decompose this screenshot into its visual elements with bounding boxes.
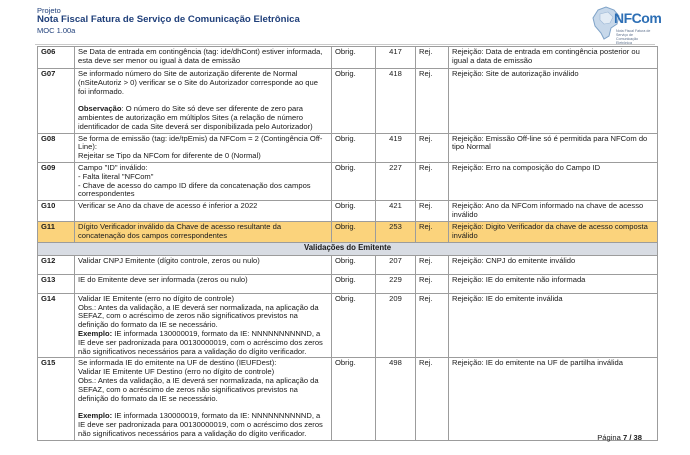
page-label: Página [597,433,621,442]
observation-text: : O número do Site só deve ser diferente de zero para ambientes de autorização em múltiplos Sites (a relação de número identificador de cada Site deverá ser disponibilizada pelo Autorizador) [78,104,313,131]
logo-text: NFCom [614,10,662,26]
table-row [38,358,658,441]
rule-action: Rej. [416,201,449,222]
rule-message: Rejeição: Site de autorização inválido [449,69,658,134]
rule-number: 229 [376,274,416,293]
rule-action: Rej. [416,293,449,358]
rule-description: Dígito Verificador inválido da Chave de acesso resultante da concatenação dos campos correspondentes [75,221,332,242]
rules-table [37,46,658,441]
manual-version: MOC 1.00a [37,26,76,35]
page-number [597,433,642,442]
rule-action: Rej. [416,133,449,162]
page-total: 38 [633,433,642,442]
rule-description: Se informada IE do emitente na UF de destino (IEUFDest): Validar IE Emitente UF Destino (erro no dígito de controle) Obs.: Antes da validação, a IE deverá ser normalizada, na aplicação da SEFAZ, com o acréscimo de zeros não significativos previstos na definição do formato da IE se necessário. Exemplo: IE informada 130000019, formato da IE: NNNNNNNNNND, a IE deve ser padronizada para 00130000019, com o acréscimo dos zeros não significativos necessários para a validação do dígito verificador. [75,358,332,441]
rule-type: Obrig. [332,274,376,293]
rule-description: Se informado número do Site de autorização diferente de Normal (nSiteAutoriz > 0) verificar se o Site do Autorizador corresponde ao que foi informado. Observação: O número do Site só deve ser diferente de zero para ambientes de autorização em múltiplos Sites (a relação de número identificador de cada Site deverá ser disponibilizada pelo Autorizador) [75,69,332,134]
rule-code: G15 [38,358,75,441]
table-row-highlighted [38,221,658,242]
example-text: IE informada 130000019, formato da IE: NNNNNNNNNND, a IE deve ser padronizada para 00130000019, com o acréscimo dos zeros não significativos necessários para a validação do dígito verificador. [78,328,323,356]
rule-code: G13 [38,274,75,293]
example-label: Exemplo: [78,411,113,421]
rule-number: 207 [376,255,416,274]
rule-action: Rej. [416,221,449,242]
rule-number: 418 [376,69,416,134]
rule-description: Se forma de emissão (tag: ide/tpEmis) da NFCom = 2 (Contingência Off-Line): Rejeitar se Tipo da NFCom for diferente de 0 (Normal) [75,133,332,162]
page-separator: / [627,433,634,442]
rule-message: Rejeição: IE do emitente não informada [449,274,658,293]
rule-number: 253 [376,221,416,242]
example-text: IE informada 130000019, formato da IE: NNNNNNNNNND, a IE deve ser padronizada para 00130000019, com o acréscimo dos zeros não significativos necessários para a validação do dígito verificador. [78,411,323,438]
rule-type: Obrig. [332,201,376,222]
table-row [38,133,658,162]
rule-message: Rejeição: CNPJ do emitente inválido [449,255,658,274]
header-divider [35,44,655,45]
rule-code: G12 [38,255,75,274]
rule-action: Rej. [416,358,449,441]
rule-action: Rej. [416,69,449,134]
rule-message: Rejeição: Digito Verificador da chave de acesso composta inválido [449,221,658,242]
rule-message: Rejeição: IE do emitente inválida [449,293,658,358]
section-header-row [38,242,658,255]
rule-number: 421 [376,201,416,222]
rule-code: G10 [38,201,75,222]
rule-number: 209 [376,293,416,358]
rule-number: 498 [376,358,416,441]
rule-code: G07 [38,69,75,134]
section-title: Validações do Emitente [38,242,658,255]
rule-message: Rejeição: IE do emitente na UF de partilha inválida [449,358,658,441]
rule-type: Obrig. [332,69,376,134]
rule-number: 419 [376,133,416,162]
table-row [38,47,658,69]
observation-label: Observação [78,104,122,114]
table-row [38,201,658,222]
rule-description: Validar CNPJ Emitente (dígito controle, zeros ou nulo) [75,255,332,274]
page-header [0,0,690,46]
project-label: Projeto [37,6,61,15]
rule-code: G14 [38,293,75,358]
table-row [38,69,658,134]
rule-code: G11 [38,221,75,242]
rule-description: Verificar se Ano da chave de acesso é inferior a 2022 [75,201,332,222]
rule-description: Campo "ID" inválido: - Falta literal "NFCom" - Chave de acesso do campo ID difere da concatenação dos campos correspondentes [75,162,332,200]
rule-type: Obrig. [332,47,376,69]
rule-number: 417 [376,47,416,69]
table-row [38,293,658,358]
rule-description: IE do Emitente deve ser informada (zeros ou nulo) [75,274,332,293]
example-label: Exemplo: [78,328,113,338]
logo-subtitle: Nota Fiscal Fatura de Serviço de Comunicação Eletrônica [616,29,651,45]
rule-message: Rejeição: Erro na composição do Campo ID [449,162,658,200]
rule-code: G09 [38,162,75,200]
rule-type: Obrig. [332,221,376,242]
rule-action: Rej. [416,162,449,200]
rule-action: Rej. [416,255,449,274]
page-current: 7 [622,433,628,442]
table-row [38,162,658,200]
rule-number: 227 [376,162,416,200]
rule-type: Obrig. [332,255,376,274]
rule-message: Rejeição: Emissão Off-line só é permitida para NFCom do tipo Normal [449,133,658,162]
rule-code: G08 [38,133,75,162]
rule-type: Obrig. [332,293,376,358]
rule-type: Obrig. [332,358,376,441]
rule-code: G06 [38,47,75,69]
table-row [38,274,658,293]
rule-message: Rejeição: Ano da NFCom informado na chave de acesso inválido [449,201,658,222]
document-title: Nota Fiscal Fatura de Serviço de Comunicação Eletrônica [37,14,300,25]
rule-type: Obrig. [332,162,376,200]
rule-action: Rej. [416,47,449,69]
rule-description: Validar IE Emitente (erro no dígito de controle) Obs.: Antes da validação, a IE deverá ser normalizada, na aplicação da SEFAZ, com o acréscimo de zeros não significativos previstos na definição do formato da IE se necessário. Exemplo: IE informada 130000019, formato da IE: NNNNNNNNNND, a IE deve ser padronizada para 00130000019, com o acréscimo dos zeros não significativos necessários para a validação do dígito verificador. [75,293,332,358]
table-row [38,255,658,274]
nfcom-logo [592,4,662,45]
rule-message: Rejeição: Data de entrada em contingência posterior ou igual a data de emissão [449,47,658,69]
rule-type: Obrig. [332,133,376,162]
rule-description: Se Data de entrada em contingência (tag: ide/dhCont) estiver informada, esta deve ser menor ou igual à data de emissão [75,47,332,69]
rule-action: Rej. [416,274,449,293]
